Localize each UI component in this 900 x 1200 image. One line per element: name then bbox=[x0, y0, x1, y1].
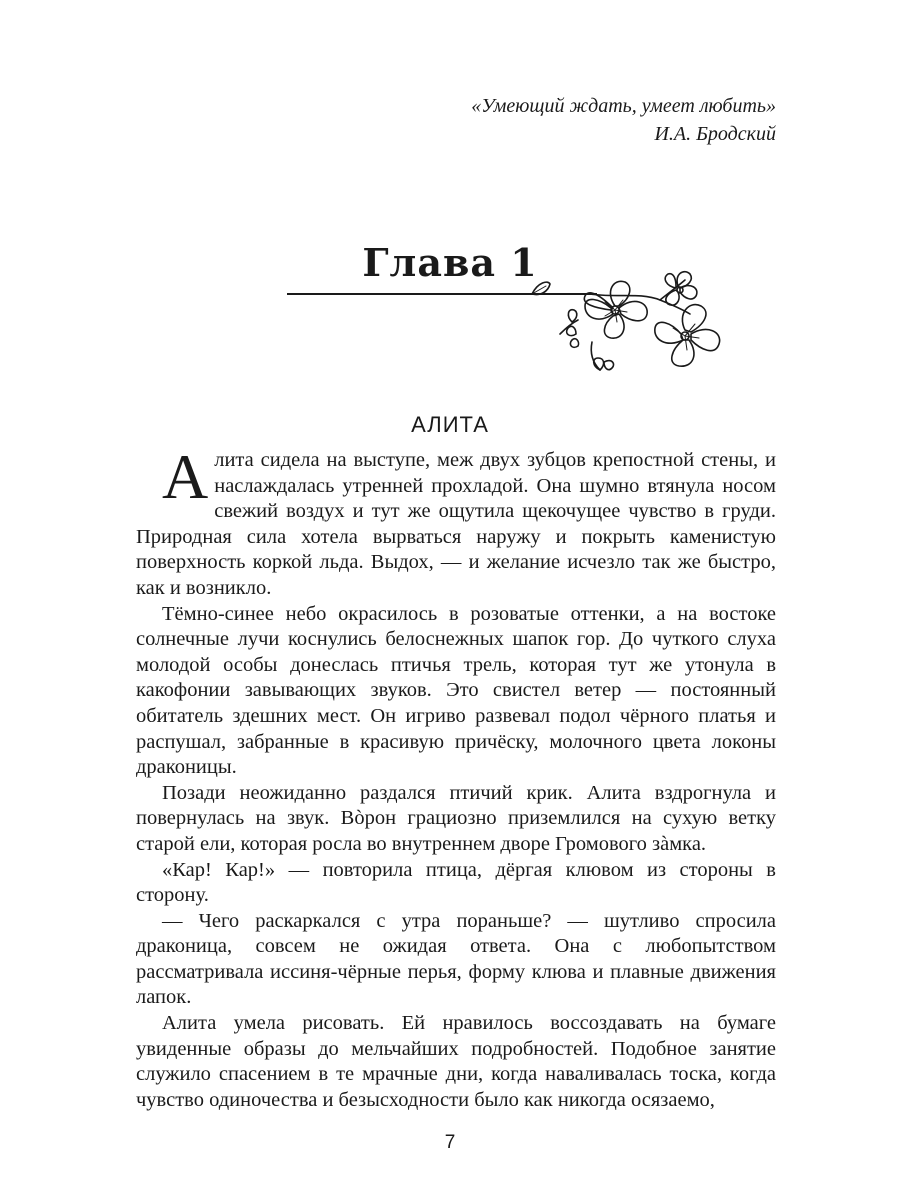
drop-cap: А bbox=[162, 441, 209, 512]
paragraph: Алита умела рисовать. Ей нравилось воссоздавать на бумаге увиденные образы до мельчайших подробностей. Подобное занятие служило спасением в те мрачные дни, когда наваливалась тоска, когда чувство одиночества и безысходности было как никогда осязаемо, bbox=[136, 1012, 776, 1111]
paragraph: Позади неожиданно раздался птичий крик. Алита вздрогнула и повернулась на звук. Вòрон грациозно приземлился на сухую ветку старой ели, которая росла во внутреннем дворе Громового зàмка. bbox=[136, 781, 776, 855]
section-title: АЛИТА bbox=[411, 412, 489, 437]
epigraph-quote: «Умеющий ждать, умеет любить» bbox=[471, 95, 776, 117]
page-number: 7 bbox=[444, 1132, 456, 1153]
paragraph: Тёмно-синее небо окрасилось в розоватые оттенки, а на востоке солнечные лучи коснулись белоснежных шапок гор. До чуткого слуха молодой особы донеслась птичья трель, которая тут же утонула в какофонии завывающих звуков. Это свистел ветер — постоянный обитатель здешних мест. Он игриво развевал подол чёрного платья и распушал, забранные в красивую причёску, молочного цвета локоны драконицы. bbox=[136, 602, 776, 779]
paragraph bbox=[136, 441, 776, 602]
chapter-title: Глава 1 bbox=[362, 240, 538, 285]
cherry-blossom-icon bbox=[520, 262, 740, 387]
paragraph: «Кар! Кар!» — повторила птица, дёргая клювом из стороны в сторону. bbox=[136, 858, 776, 907]
body-text bbox=[136, 441, 776, 1113]
paragraph: — Чего раскаркался с утра пораньше? — шутливо спросила драконица, совсем не ожидая ответа. Она с любопытством рассматривала иссиня-чёрные перья, форму клюва и плавные движения лапок. bbox=[136, 909, 776, 1009]
paragraph-text: лита сидела на выступе, меж двух зубцов крепостной стены, и наслаждалась утренней прохладой. Она шумно втянула носом свежий воздух и тут же ощутила щекочущее чувство в груди. Природная сила хотела вырваться наружу и покрыть каменистую поверхность коркой льда. Выдох, — и желание исчезло так же быстро, как и возникло. bbox=[136, 449, 776, 599]
epigraph-author: И.А. Бродский bbox=[654, 123, 776, 145]
epigraph bbox=[471, 92, 776, 148]
